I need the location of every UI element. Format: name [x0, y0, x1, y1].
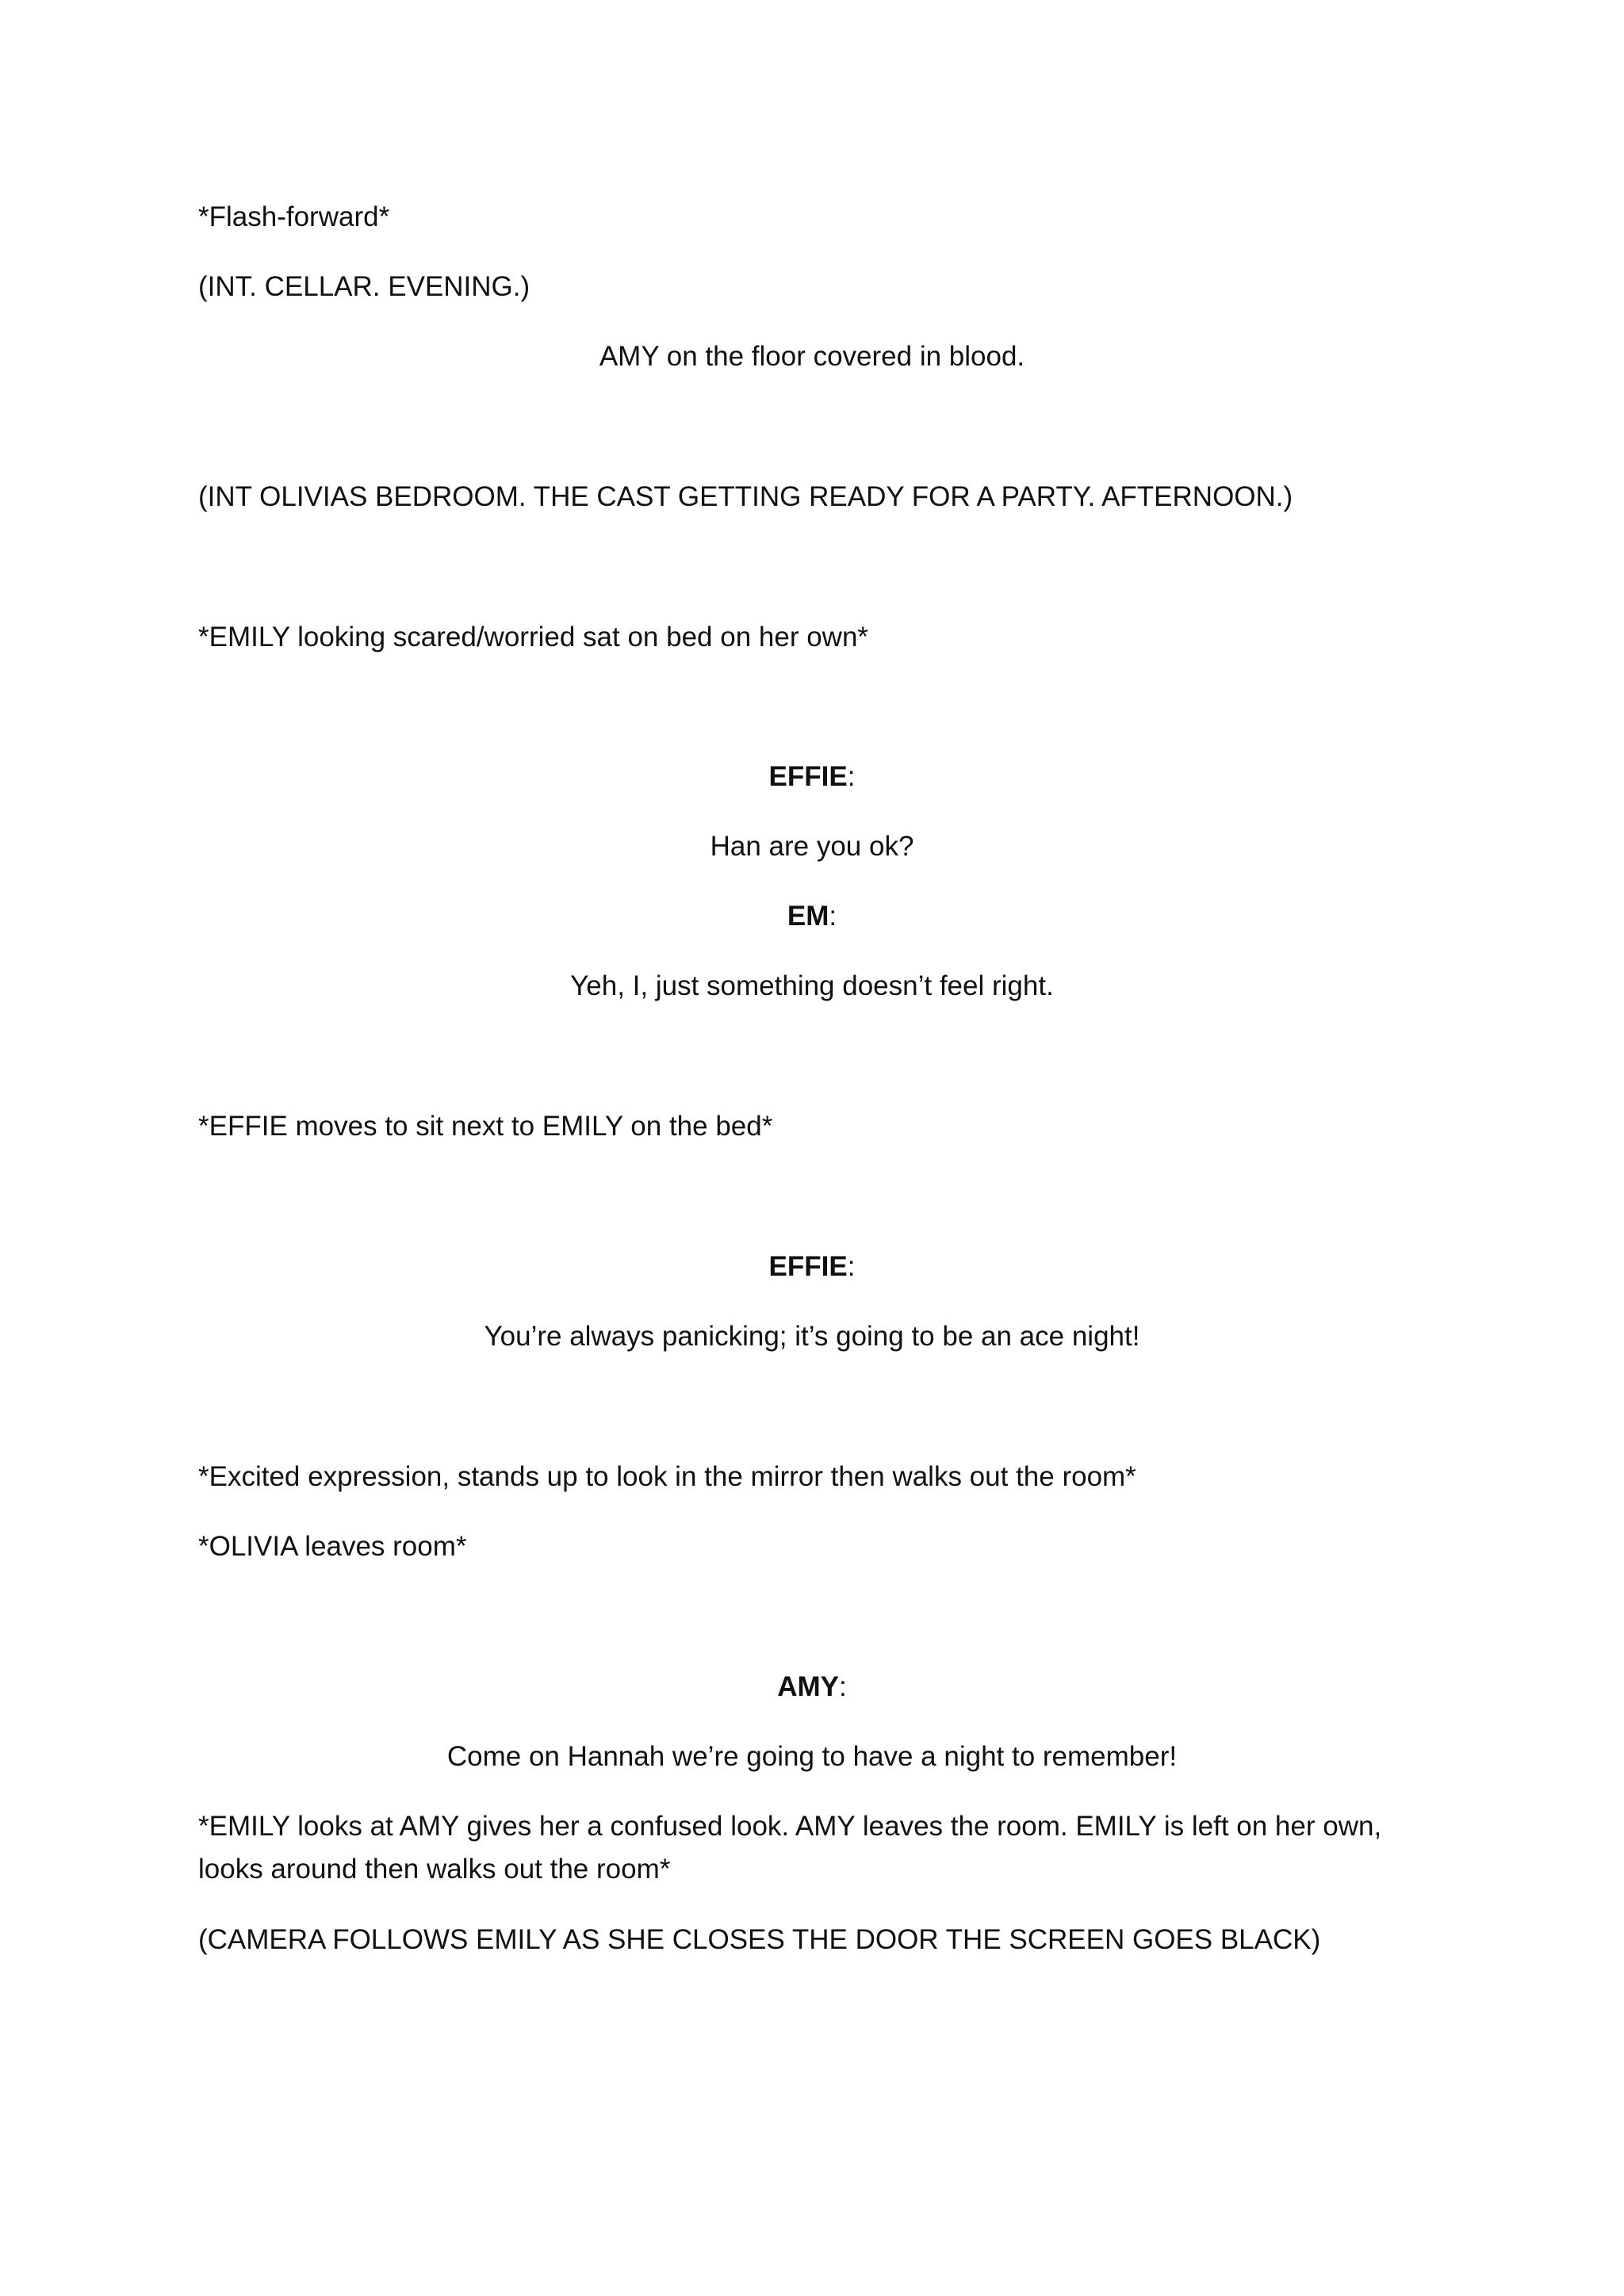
character-cue-effie-2 — [0, 1246, 1624, 1288]
character-cue-em — [0, 895, 1624, 938]
stage-direction-emily-scared: *EMILY looking scared/worried sat on bed on her own* — [198, 622, 869, 652]
character-cue-effie — [0, 756, 1624, 798]
speaker-name: EM — [787, 901, 829, 932]
stage-direction-olivia-leaves: *OLIVIA leaves room* — [198, 1531, 467, 1562]
speaker-name: EFFIE — [768, 1251, 848, 1282]
speaker-name: AMY — [777, 1671, 840, 1702]
speaker-colon: : — [847, 761, 856, 792]
dialogue-line-effie: Han are you ok? — [710, 831, 914, 862]
stage-direction-excited: *Excited expression, stands up to look in the mirror then walks out the room* — [198, 1461, 1136, 1492]
character-cue-amy — [0, 1666, 1624, 1709]
speaker-colon: : — [839, 1671, 847, 1702]
dialogue-line-em: Yeh, I, just something doesn’t feel right. — [570, 970, 1054, 1001]
dialogue-line-effie-2: You’re always panicking; it’s going to be an ace night! — [484, 1321, 1140, 1352]
flash-forward-direction: *Flash-forward* — [198, 201, 390, 232]
scene-heading-cellar: (INT. CELLAR. EVENING.) — [198, 271, 530, 302]
speaker-name: EFFIE — [768, 761, 848, 792]
stage-direction-effie-moves: *EFFIE moves to sit next to EMILY on the bed* — [198, 1111, 773, 1142]
camera-direction: (CAMERA FOLLOWS EMILY AS SHE CLOSES THE DOOR THE SCREEN GOES BLACK) — [198, 1924, 1321, 1955]
stage-direction-emily-looks: *EMILY looks at AMY gives her a confused look. AMY leaves the room. EMILY is left on her own, looks around then walks out the room* — [198, 1811, 1382, 1885]
speaker-colon: : — [847, 1251, 856, 1282]
dialogue-line-amy: Come on Hannah we’re going to have a night to remember! — [446, 1741, 1178, 1772]
scene-heading-bedroom: (INT OLIVIAS BEDROOM. THE CAST GETTING READY FOR A PARTY. AFTERNOON.) — [198, 481, 1293, 512]
scene-action-amy: AMY on the floor covered in blood. — [599, 341, 1025, 372]
speaker-colon: : — [829, 901, 837, 932]
